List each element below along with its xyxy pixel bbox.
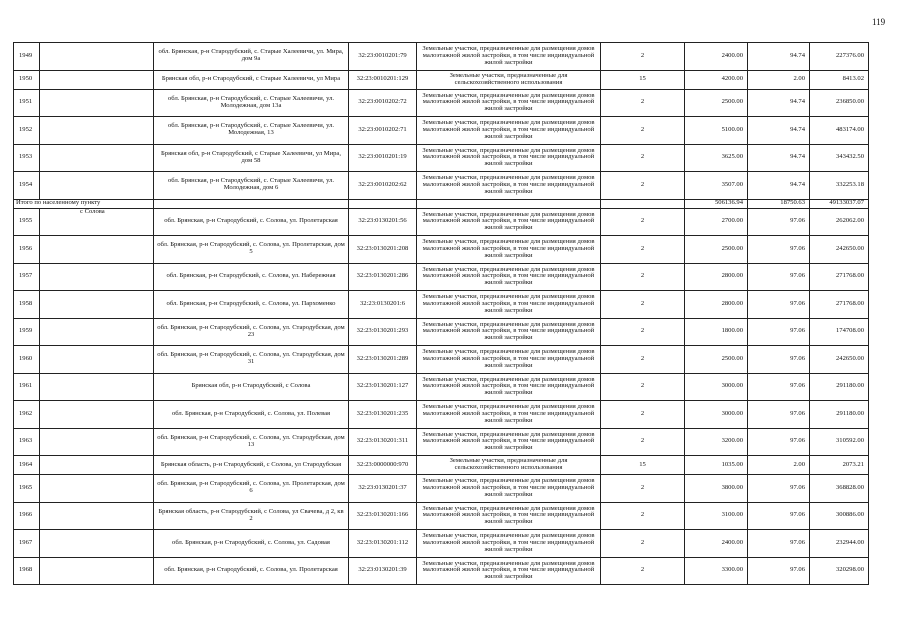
settlement-cell [40,144,154,172]
cadastral-value-cell: 2073.21 [810,456,869,475]
unit-price-cell: 97.06 [748,401,810,429]
address-cell: Брянская обл, р-н Стародубский, с Старые Халеевичи, ул Мира [154,70,349,89]
cadastral-value-cell: 332253.18 [810,172,869,200]
settlement-label: с Солова [40,208,154,236]
area-cell: 2700.00 [685,208,748,236]
settlement-cell [40,475,154,503]
cadastral-number-cell: 32:23:0130201:286 [349,263,417,291]
cadastral-number-cell: 32:23:0130201:311 [349,428,417,456]
land-purpose-cell: Земельные участки, предназначенные для размещения домов малоэтажной жилой застройки, в том числе индивидуальной жилой застройки [417,89,601,117]
land-purpose-cell: Земельные участки, предназначенные для размещения домов малоэтажной жилой застройки, в том числе индивидуальной жилой застройки [417,557,601,585]
group-code-cell: 2 [601,318,685,346]
cadastral-number-cell: 32:23:0130201:37 [349,475,417,503]
cadastral-number-cell: 32:23:0010202:71 [349,117,417,145]
address-cell: обл. Брянская, р-н Стародубский, с. Солова, ул. Стародубская, дом 31 [154,346,349,374]
area-cell: 4200.00 [685,70,748,89]
table-row [14,172,869,200]
settlement-cell [40,172,154,200]
cadastral-number-cell: 32:23:0130201:235 [349,401,417,429]
table-row [14,475,869,503]
cadastral-value-cell: 291180.00 [810,401,869,429]
row-number-cell: 1955 [14,208,40,236]
land-purpose-cell: Земельные участки, предназначенные для размещения домов малоэтажной жилой застройки, в том числе индивидуальной жилой застройки [417,117,601,145]
row-number-cell: 1952 [14,117,40,145]
settlement-cell [40,557,154,585]
group-code-cell: 15 [601,70,685,89]
unit-price-cell: 94.74 [748,89,810,117]
settlement-cell [40,346,154,374]
unit-price-cell: 97.06 [748,346,810,374]
cadastral-value-cell: 227376.00 [810,43,869,71]
settlement-cell [40,43,154,71]
unit-price-cell: 97.06 [748,557,810,585]
settlement-cell [40,373,154,401]
table-body-total [14,199,869,208]
table-row [14,70,869,89]
unit-price-cell: 97.06 [748,475,810,503]
total-price: 18750.63 [748,199,810,208]
group-code-cell: 2 [601,263,685,291]
group-code-cell: 2 [601,346,685,374]
land-purpose-cell: Земельные участки, предназначенные для размещения домов малоэтажной жилой застройки, в том числе индивидуальной жилой застройки [417,172,601,200]
settlement-cell [40,502,154,530]
table-row [14,428,869,456]
settlement-cell [40,117,154,145]
address-cell: обл. Брянская, р-н Стародубский, с. Солова, ул. Полевая [154,401,349,429]
cadastral-value-cell: 368828.00 [810,475,869,503]
row-number-cell: 1950 [14,70,40,89]
group-code-cell: 2 [601,475,685,503]
group-code-cell: 2 [601,530,685,558]
cadastral-value-cell: 242650.00 [810,236,869,264]
cadastral-number-cell: 32:23:0130201:289 [349,346,417,374]
group-code-cell: 2 [601,43,685,71]
settlement-cell [40,456,154,475]
table-row [14,291,869,319]
land-plots-table [13,42,869,585]
total-label: Итого по населенному пункту [14,199,154,208]
unit-price-cell: 97.06 [748,236,810,264]
table-row [14,456,869,475]
group-code-cell: 2 [601,291,685,319]
group-code-cell: 2 [601,144,685,172]
group-code-cell: 2 [601,557,685,585]
address-cell: обл. Брянская, р-н Стародубский, с. Старые Халеевичи, ул. Мира, дом 9а [154,43,349,71]
settlement-cell [40,530,154,558]
address-cell: обл. Брянская, р-н Стародубский, с. Солова, ул. Стародубская, дом 13 [154,428,349,456]
settlement-cell [40,263,154,291]
row-number-cell: 1963 [14,428,40,456]
address-cell: обл. Брянская, р-н Стародубский, с. Старые Халеевичи, ул. Молодежная, дом 6 [154,172,349,200]
row-number-cell: 1951 [14,89,40,117]
settlement-cell [40,428,154,456]
cadastral-number-cell: 32:23:0010201:19 [349,144,417,172]
address-cell: Брянская область, р-н Стародубский, с Солова, ул Свачева, д 2, кв 2 [154,502,349,530]
address-cell: обл. Брянская, р-н Стародубский, с. Солова, ул. Пролетарская [154,208,349,236]
table-row [14,89,869,117]
cadastral-value-cell: 320298.00 [810,557,869,585]
unit-price-cell: 97.06 [748,373,810,401]
unit-price-cell: 97.06 [748,502,810,530]
land-purpose-cell: Земельные участки, предназначенные для размещения домов малоэтажной жилой застройки, в том числе индивидуальной жилой застройки [417,475,601,503]
area-cell: 5100.00 [685,117,748,145]
unit-price-cell: 97.06 [748,263,810,291]
area-cell: 2500.00 [685,346,748,374]
cadastral-value-cell: 300886.00 [810,502,869,530]
area-cell: 3200.00 [685,428,748,456]
cadastral-value-cell: 8413.02 [810,70,869,89]
total-value: 49133037.07 [810,199,869,208]
land-purpose-cell: Земельные участки, предназначенные для размещения домов малоэтажной жилой застройки, в том числе индивидуальной жилой застройки [417,208,601,236]
cadastral-number-cell: 32:23:0130201:166 [349,502,417,530]
row-number-cell: 1959 [14,318,40,346]
row-number-cell: 1960 [14,346,40,374]
land-purpose-cell: Земельные участки, предназначенные для размещения домов малоэтажной жилой застройки, в том числе индивидуальной жилой застройки [417,428,601,456]
address-cell: обл. Брянская, р-н Стародубский, с. Солова, ул. Пархоменко [154,291,349,319]
cadastral-number-cell: 32:23:0130201:293 [349,318,417,346]
cadastral-value-cell: 271768.00 [810,291,869,319]
table-row [14,346,869,374]
table-row [14,263,869,291]
row-number-cell: 1965 [14,475,40,503]
address-cell: обл. Брянская, р-н Стародубский, с. Солова, ул. Пролетарская, дом 5 [154,236,349,264]
settlement-cell [40,236,154,264]
group-code-cell: 2 [601,117,685,145]
group-code-cell: 2 [601,89,685,117]
address-cell: обл. Брянская, р-н Стародубский, с. Старые Халеевичи, ул. Молодежная, дом 13а [154,89,349,117]
area-cell: 3000.00 [685,373,748,401]
cadastral-number-cell: 32:23:0130201:39 [349,557,417,585]
area-cell: 3300.00 [685,557,748,585]
table-row [14,117,869,145]
table-row [14,208,869,236]
land-purpose-cell: Земельные участки, предназначенные для сельскохозяйственного использования [417,70,601,89]
cadastral-value-cell: 174708.00 [810,318,869,346]
land-purpose-cell: Земельные участки, предназначенные для размещения домов малоэтажной жилой застройки, в том числе индивидуальной жилой застройки [417,318,601,346]
area-cell: 3625.00 [685,144,748,172]
area-cell: 1800.00 [685,318,748,346]
table-row [14,236,869,264]
unit-price-cell: 94.74 [748,117,810,145]
group-code-cell: 2 [601,502,685,530]
settlement-cell [40,70,154,89]
area-cell: 3800.00 [685,475,748,503]
land-purpose-cell: Земельные участки, предназначенные для сельскохозяйственного использования [417,456,601,475]
table-row [14,557,869,585]
row-number-cell: 1958 [14,291,40,319]
land-purpose-cell: Земельные участки, предназначенные для размещения домов малоэтажной жилой застройки, в том числе индивидуальной жилой застройки [417,401,601,429]
group-code-cell: 2 [601,373,685,401]
cadastral-number-cell: 32:23:0130201:127 [349,373,417,401]
area-cell: 2400.00 [685,530,748,558]
area-cell: 1035.00 [685,456,748,475]
address-cell: обл. Брянская, р-н Стародубский, с. Солова, ул. Набережная [154,263,349,291]
table-row [14,502,869,530]
table-row [14,43,869,71]
land-purpose-cell: Земельные участки, предназначенные для размещения домов малоэтажной жилой застройки, в том числе индивидуальной жилой застройки [417,263,601,291]
cadastral-number-cell: 32:23:0130201:56 [349,208,417,236]
total-row [14,199,869,208]
row-number-cell: 1956 [14,236,40,264]
settlement-cell [40,318,154,346]
unit-price-cell: 97.06 [748,318,810,346]
unit-price-cell: 2.00 [748,70,810,89]
area-cell: 2400.00 [685,43,748,71]
row-number-cell: 1968 [14,557,40,585]
unit-price-cell: 97.06 [748,291,810,319]
cadastral-value-cell: 236850.00 [810,89,869,117]
area-cell: 3000.00 [685,401,748,429]
area-cell: 2800.00 [685,291,748,319]
unit-price-cell: 97.06 [748,208,810,236]
table-row [14,401,869,429]
address-cell: Брянская обл, р-н Стародубский, с Солова [154,373,349,401]
cadastral-number-cell: 32:23:0010202:72 [349,89,417,117]
unit-price-cell: 97.06 [748,428,810,456]
unit-price-cell: 2.00 [748,456,810,475]
unit-price-cell: 94.74 [748,144,810,172]
unit-price-cell: 97.06 [748,530,810,558]
row-number-cell: 1961 [14,373,40,401]
group-code-cell: 2 [601,236,685,264]
area-cell: 3100.00 [685,502,748,530]
cadastral-value-cell: 232944.00 [810,530,869,558]
row-number-cell: 1966 [14,502,40,530]
settlement-cell [40,401,154,429]
land-purpose-cell: Земельные участки, предназначенные для размещения домов малоэтажной жилой застройки, в том числе индивидуальной жилой застройки [417,502,601,530]
row-number-cell: 1962 [14,401,40,429]
cadastral-value-cell: 242650.00 [810,346,869,374]
group-code-cell: 2 [601,401,685,429]
address-cell: обл. Брянская, р-н Стародубский, с. Солова, ул. Пролетарская [154,557,349,585]
cadastral-value-cell: 310592.00 [810,428,869,456]
total-area: 506136.94 [685,199,748,208]
settlement-cell [40,291,154,319]
row-number-cell: 1949 [14,43,40,71]
land-purpose-cell: Земельные участки, предназначенные для размещения домов малоэтажной жилой застройки, в том числе индивидуальной жилой застройки [417,530,601,558]
group-code-cell: 15 [601,456,685,475]
cadastral-value-cell: 343432.50 [810,144,869,172]
land-purpose-cell: Земельные участки, предназначенные для размещения домов малоэтажной жилой застройки, в том числе индивидуальной жилой застройки [417,43,601,71]
cadastral-value-cell: 483174.00 [810,117,869,145]
land-purpose-cell: Земельные участки, предназначенные для размещения домов малоэтажной жилой застройки, в том числе индивидуальной жилой застройки [417,346,601,374]
table-row [14,373,869,401]
address-cell: обл. Брянская, р-н Стародубский, с. Солова, ул. Садовая [154,530,349,558]
land-purpose-cell: Земельные участки, предназначенные для размещения домов малоэтажной жилой застройки, в том числе индивидуальной жилой застройки [417,144,601,172]
cadastral-number-cell: 32:23:0000000:970 [349,456,417,475]
cadastral-value-cell: 262062.00 [810,208,869,236]
address-cell: обл. Брянская, р-н Стародубский, с. Солова, ул. Пролетарская, дом 6 [154,475,349,503]
area-cell: 2800.00 [685,263,748,291]
table-body-c [14,475,869,585]
cadastral-number-cell: 32:23:0010201:79 [349,43,417,71]
row-number-cell: 1957 [14,263,40,291]
row-number-cell: 1967 [14,530,40,558]
table-row [14,318,869,346]
address-cell: обл. Брянская, р-н Стародубский, с. Старые Халеевичи, ул. Молодежная, 13 [154,117,349,145]
unit-price-cell: 94.74 [748,172,810,200]
address-cell: Брянская обл, р-н Стародубский, с Старые Халеевичи, ул Мира, дом 58 [154,144,349,172]
cadastral-number-cell: 32:23:0130201:208 [349,236,417,264]
cadastral-number-cell: 32:23:0130201:112 [349,530,417,558]
table-row [14,144,869,172]
cadastral-value-cell: 271768.00 [810,263,869,291]
cadastral-number-cell: 32:23:0010202:62 [349,172,417,200]
unit-price-cell: 94.74 [748,43,810,71]
address-cell: Брянская область, р-н Стародубский, с Солова, ул Стародубская [154,456,349,475]
table-body-a [14,43,869,200]
group-code-cell: 2 [601,428,685,456]
area-cell: 3507.00 [685,172,748,200]
table-row [14,530,869,558]
cadastral-number-cell: 32:23:0010201:129 [349,70,417,89]
cadastral-value-cell: 291180.00 [810,373,869,401]
area-cell: 2500.00 [685,89,748,117]
page-number: 119 [872,17,886,27]
group-code-cell: 2 [601,172,685,200]
address-cell: обл. Брянская, р-н Стародубский, с. Солова, ул. Стародубская, дом 23 [154,318,349,346]
row-number-cell: 1953 [14,144,40,172]
row-number-cell: 1954 [14,172,40,200]
group-code-cell: 2 [601,208,685,236]
land-purpose-cell: Земельные участки, предназначенные для размещения домов малоэтажной жилой застройки, в том числе индивидуальной жилой застройки [417,236,601,264]
cadastral-number-cell: 32:23:0130201:6 [349,291,417,319]
row-number-cell: 1964 [14,456,40,475]
land-purpose-cell: Земельные участки, предназначенные для размещения домов малоэтажной жилой застройки, в том числе индивидуальной жилой застройки [417,373,601,401]
area-cell: 2500.00 [685,236,748,264]
settlement-cell [40,89,154,117]
table-body-b [14,208,869,475]
land-purpose-cell: Земельные участки, предназначенные для размещения домов малоэтажной жилой застройки, в том числе индивидуальной жилой застройки [417,291,601,319]
